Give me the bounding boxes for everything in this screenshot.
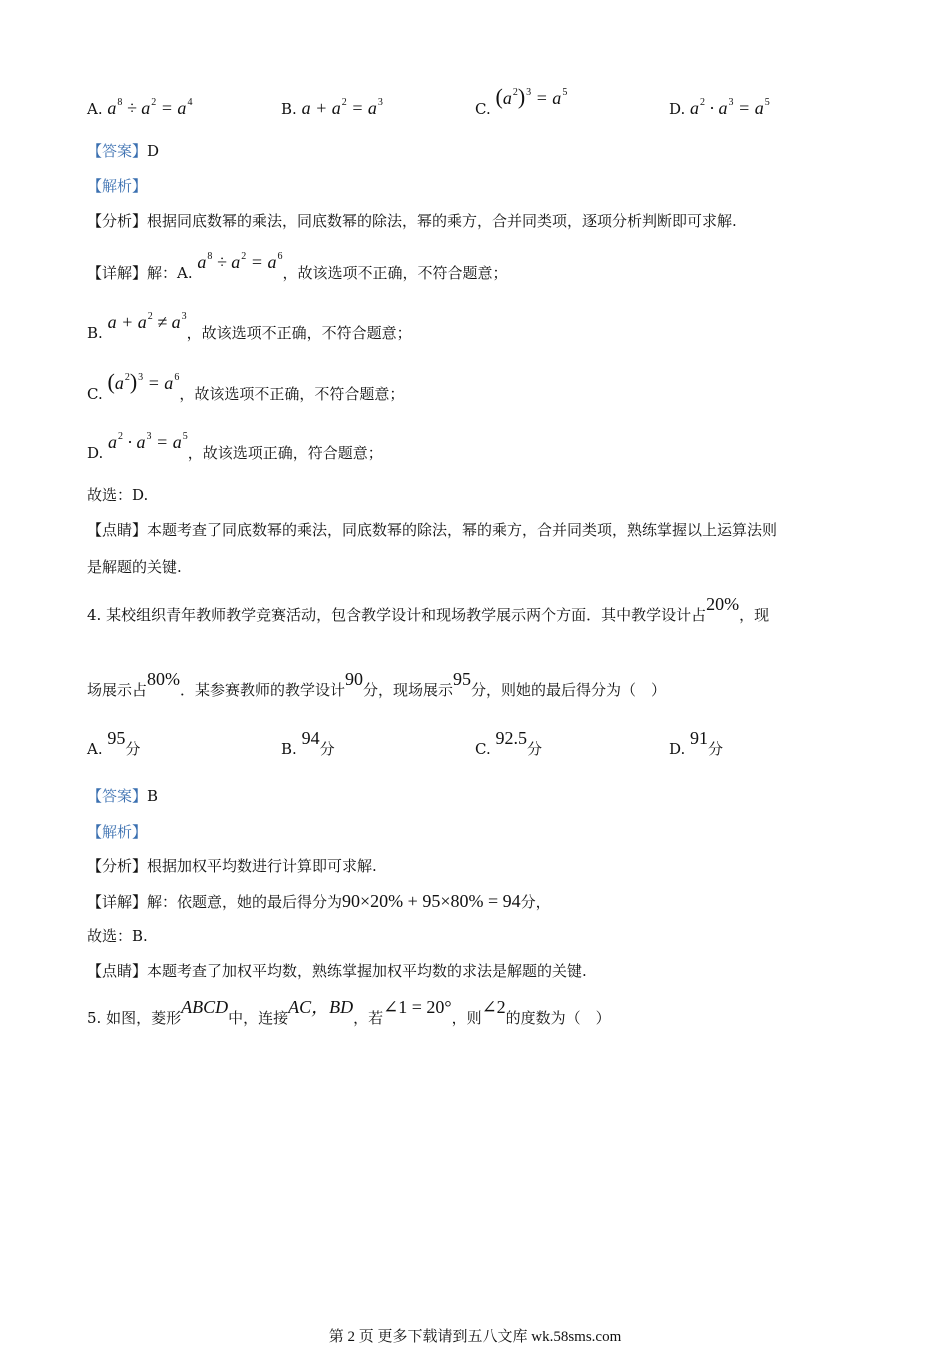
q4-answer [87,786,158,806]
stem-text: 分，则她的最后得分为（ ） [471,681,667,699]
q4-detail [87,891,551,912]
dianjing-label: 【点睛】 [87,962,148,980]
math-expr: $a^2 \cdot a^3 = a^5$ [108,431,188,452]
option-letter: B. [281,740,297,758]
math-angle: ∠1 = 20° [383,997,452,1017]
q3-detail-a [87,251,508,283]
dianjing-label: 【点睛】 [87,521,148,539]
option-unit: 分 [527,740,543,758]
q3-option-c [475,84,568,119]
math-expr: $a + a^2 = a^3$ [301,97,383,118]
detail-letter: B. [87,324,103,342]
stem-text: 中，连接 [228,1009,289,1027]
option-value: 95 [107,728,126,748]
q3-analysis-heading [87,176,147,196]
stem-text: 场展示占 [87,681,148,699]
stem-text: ，若 [353,1009,384,1027]
answer-label: 【答案】 [87,787,148,805]
q3-option-b [281,93,383,119]
q4-option-a [87,728,141,759]
q4-fenxi [87,856,377,876]
fenxi-text: 根据同底数幂的乘法，同底数幂的除法，幂的乘方，合并同类项，逐项分析判断即可求解. [147,212,737,230]
q3-detail-c [87,369,405,404]
math-percent: 80% [147,669,181,689]
q4-option-b [281,728,335,759]
math-expr: $a^8 \div a^2 = a^6$ [197,251,283,272]
math-expr: $a^8 \div a^2 = a^4$ [107,97,193,118]
q4-option-d [669,728,724,759]
option-value: 91 [690,728,709,748]
q4-stem-line1 [87,594,770,625]
q5-stem [87,997,611,1028]
fenxi-label: 【分析】 [87,212,148,230]
stem-text: 的度数为（ ） [505,1009,611,1027]
fenxi-label: 【分析】 [87,857,148,875]
q3-detail-b [87,311,412,343]
analysis-label: 【解析】 [87,823,148,841]
q4-dianjing [87,961,587,981]
q4-analysis-heading [87,822,147,842]
dianjing-text: 本题考查了同底数幂的乘法，同底数幂的除法，幂的乘方，合并同类项，熟练掌握以上运算法则 [147,521,778,539]
answer-label: 【答案】 [87,142,148,160]
stem-text: 4. 某校组织青年教师教学竞赛活动，包含教学设计和现场教学展示两个方面．其中教学设计占 [87,606,707,624]
answer-value: B [147,787,159,805]
stem-text: 分，现场展示 [363,681,454,699]
math-expr: 90×20% + 95×80% = 94 [342,891,521,911]
math-diagonals: AC，BD [288,997,354,1017]
analysis-label: 【解析】 [87,177,148,195]
option-letter: D. [669,100,686,118]
option-letter: C. [475,740,491,758]
math-expr: $a + a^2 \ne a^3$ [107,311,187,332]
option-value: 94 [301,728,320,748]
option-unit: 分 [708,740,724,758]
detail-intro: 解：A. [147,264,193,282]
math-percent: 20% [706,594,740,614]
option-letter: C. [475,100,491,118]
q3-option-d [669,93,770,119]
detail-letter: D. [87,444,104,462]
option-unit: 分 [125,740,141,758]
q3-choose: 故选：D. [87,486,149,504]
q3-answer [87,141,159,161]
fenxi-text: 根据加权平均数进行计算即可求解. [147,857,377,875]
detail-tail: ，故该选项正确，符合题意； [187,444,383,462]
q4-stem-line2 [87,669,667,700]
math-expr: $(a^2)^3 = a^6$ [107,369,180,394]
option-letter: A. [87,100,103,118]
option-letter: D. [669,740,686,758]
detail-tail: ，故该选项不正确，不符合题意； [186,324,412,342]
stem-text: ．某参赛教师的教学设计 [180,681,346,699]
math-angle: ∠2 [481,997,506,1017]
q4-option-c [475,728,543,759]
math-expr: $(a^2)^3 = a^5$ [495,84,568,109]
q3-dianjing-2: 是解题的关键. [87,558,182,576]
detail-tail: ，故该选项不正确，不符合题意； [282,264,508,282]
option-letter: A. [87,740,103,758]
math-expr: $a^2 \cdot a^3 = a^5$ [690,97,770,118]
math-shape: ABCD [181,997,229,1017]
detail-text: 解：依题意，她的最后得分为 [147,893,343,911]
option-unit: 分 [319,740,335,758]
q3-dianjing-1 [87,520,777,540]
detail-tail: ，故该选项不正确，不符合题意； [179,385,405,403]
detail-label: 【详解】 [87,264,148,282]
option-letter: B. [281,100,297,118]
math-number: 95 [453,669,472,689]
stem-text: 5. 如图，菱形 [87,1009,182,1027]
page-footer: 第 2 页 更多下载请到五八文库 wk.58sms.com [328,1329,622,1345]
q4-choose: 故选：B. [87,927,148,945]
dianjing-text: 本题考查了加权平均数，熟练掌握加权平均数的求法是解题的关键. [147,962,587,980]
stem-text: ，则 [451,1009,482,1027]
q3-option-a [87,93,192,119]
q3-detail-d [87,431,383,463]
q3-fenxi [87,211,737,231]
detail-text: 分， [520,893,551,911]
option-value: 92.5 [495,728,527,748]
answer-value: D [147,142,160,160]
detail-letter: C. [87,385,103,403]
math-number: 90 [345,669,364,689]
stem-text: ，现 [739,606,770,624]
detail-label: 【详解】 [87,893,148,911]
